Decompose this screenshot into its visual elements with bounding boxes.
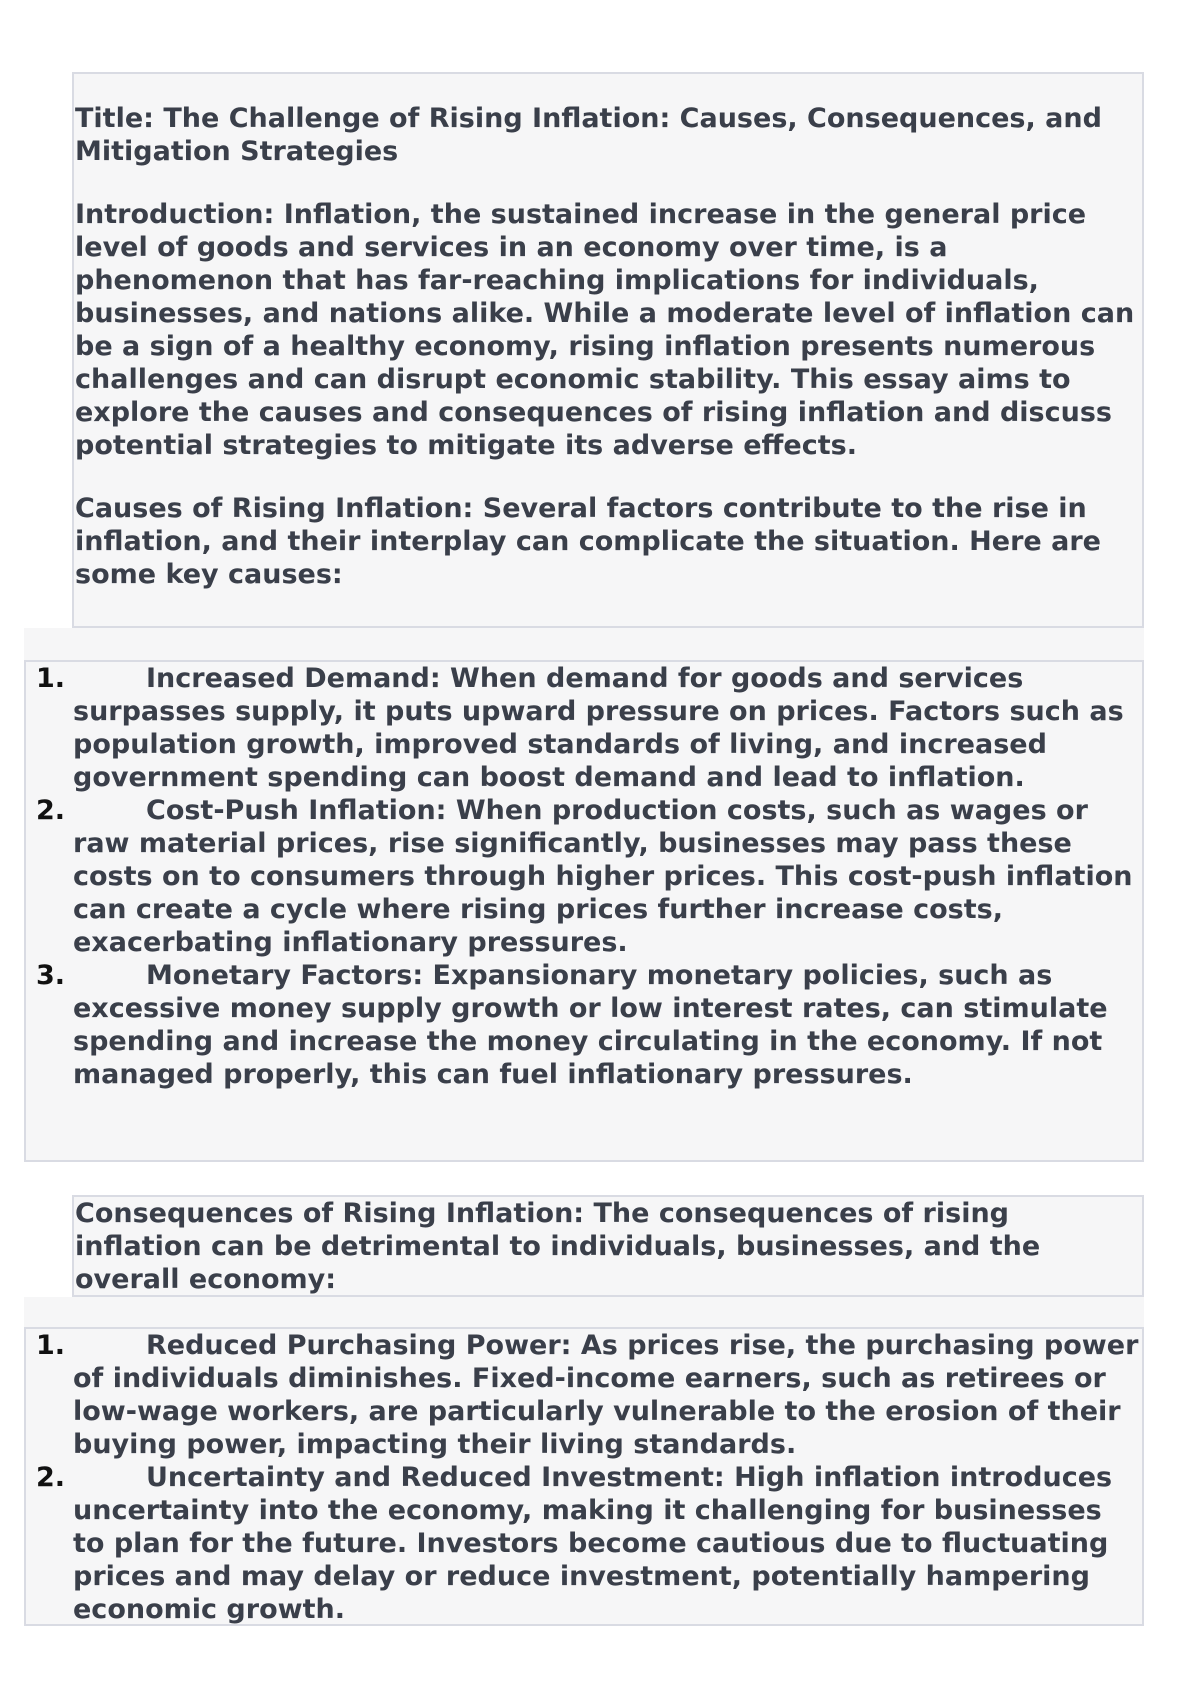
list-number: 1. bbox=[36, 1330, 66, 1361]
list-item-text: Uncertainty and Reduced Investment: High inflation introduces uncertainty into the economy, making it challenging for businesses to plan for the future. Investors become cautious due to fluctuating prices and may delay or reduce investment, potentially hampering economic growth. bbox=[73, 1462, 1113, 1625]
list-number: 2. bbox=[36, 795, 66, 826]
list-item-text: Cost-Push Inflation: When production costs, such as wages or raw material prices, rise significantly, businesses may pass these costs on to consumers through higher prices. This cost-push inflation can create a cycle where rising prices further increase costs, exacerbating inflationary pressures. bbox=[73, 795, 1133, 958]
list-item bbox=[26, 1461, 1142, 1626]
list-item bbox=[26, 794, 1142, 959]
introduction-paragraph: Introduction: Inflation, the sustained increase in the general price level of goods and services in an economy over time, is a phenomenon that has far-reaching implications for individuals, businesses, and nations alike. While a moderate level of inflation can be a sign of a healthy economy, rising inflation presents numerous challenges and can disrupt economic stability. This essay aims to explore the causes and consequences of rising inflation and discuss potential strategies to mitigate its adverse effects. bbox=[75, 199, 1135, 461]
consequences-list bbox=[24, 1327, 1144, 1626]
list-number: 2. bbox=[36, 1462, 66, 1493]
list-number: 3. bbox=[36, 960, 66, 991]
list-number: 1. bbox=[36, 663, 66, 694]
list-item bbox=[26, 959, 1142, 1091]
spacer-band bbox=[24, 1297, 1144, 1327]
causes-intro-paragraph: Causes of Rising Inflation: Several factors contribute to the rise in inflation, and their interplay can complicate the situation. Here are some key causes: bbox=[75, 493, 1101, 590]
list-item bbox=[26, 662, 1142, 794]
document-title: Title: The Challenge of Rising Inflation: Causes, Consequences, and Mitigation Strategies bbox=[75, 103, 1102, 167]
list-item-text: Increased Demand: When demand for goods and services surpasses supply, it puts upward pressure on prices. Factors such as population growth, improved standards of living, and increased government spending can boost demand and lead to inflation. bbox=[73, 663, 1124, 793]
spacer-band bbox=[24, 628, 1144, 660]
list-item-text: Reduced Purchasing Power: As prices rise, the purchasing power of individuals diminishes. Fixed-income earners, such as retirees or low-wage workers, are particularly vulnerable to the erosion of their buying power, impacting their living standards. bbox=[73, 1330, 1139, 1460]
intro-section bbox=[72, 72, 1144, 628]
consequences-intro-paragraph: Consequences of Rising Inflation: The consequences of rising inflation can be detrimental to individuals, businesses, and the overall economy: bbox=[75, 1198, 1041, 1295]
causes-list bbox=[24, 660, 1144, 1162]
consequences-section bbox=[72, 1195, 1144, 1297]
list-item-text: Monetary Factors: Expansionary monetary policies, such as excessive money supply growth or low interest rates, can stimulate spending and increase the money circulating in the economy. If not managed properly, this can fuel inflationary pressures. bbox=[73, 960, 1108, 1090]
list-item bbox=[26, 1329, 1142, 1461]
